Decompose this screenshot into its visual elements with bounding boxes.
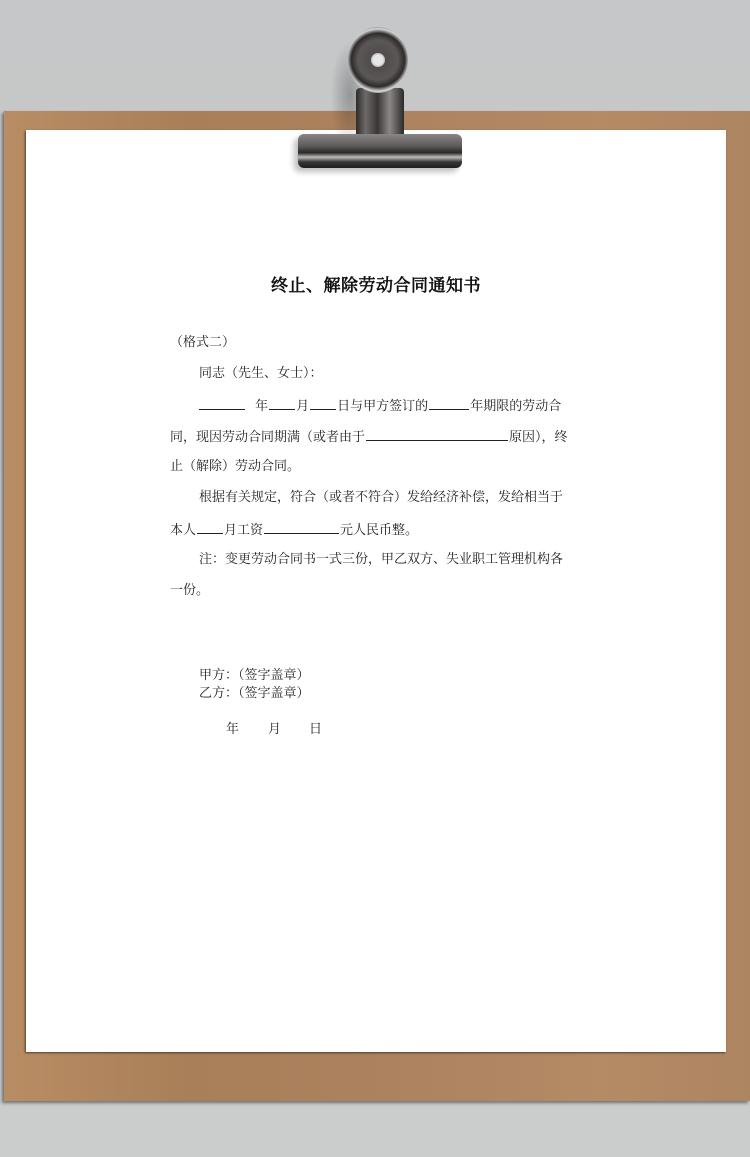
note-line2: 一份。 [170, 583, 210, 598]
blank-reason[interactable] [366, 427, 508, 441]
blank-term-years[interactable] [429, 396, 469, 410]
paragraph1-line2: 同，现因劳动合同期满（或者由于 原因），终 [170, 427, 568, 447]
paragraph1-line3: 止（解除）劳动合同。 [170, 459, 301, 474]
paragraph2-line2: 本人 月工资 元人民币整。 [170, 520, 418, 540]
document-title: 终止、解除劳动合同通知书 [271, 276, 481, 296]
binder-clip-icon [298, 134, 462, 168]
paragraph2-line1: 根据有关规定，符合（或者不符合）发给经济补偿，发给相当于 [199, 490, 564, 505]
paper-sheet [26, 130, 726, 1052]
signature-party-b: 乙方：（签字盖章） [199, 686, 310, 701]
blank-day[interactable] [310, 396, 336, 410]
binder-clip-neck [356, 88, 404, 138]
paragraph1-line1: 年 月 日与甲方签订的 年期限的劳动合 [198, 396, 561, 416]
note-line1: 注：变更劳动合同书一式三份，甲乙双方、失业职工管理机构各 [199, 552, 564, 567]
blank-year[interactable] [199, 396, 245, 410]
blank-amount[interactable] [264, 520, 339, 534]
signature-party-a: 甲方：（签字盖章） [199, 668, 310, 683]
blank-months[interactable] [197, 520, 223, 534]
format-label: （格式二） [170, 335, 236, 350]
blank-month[interactable] [269, 396, 295, 410]
date-month-label: 月 [268, 722, 282, 737]
date-day-label: 日 [309, 722, 323, 737]
binder-clip-hole [371, 53, 385, 67]
salutation: 同志（先生、女士）： [199, 366, 323, 381]
date-year-label: 年 [226, 722, 240, 737]
